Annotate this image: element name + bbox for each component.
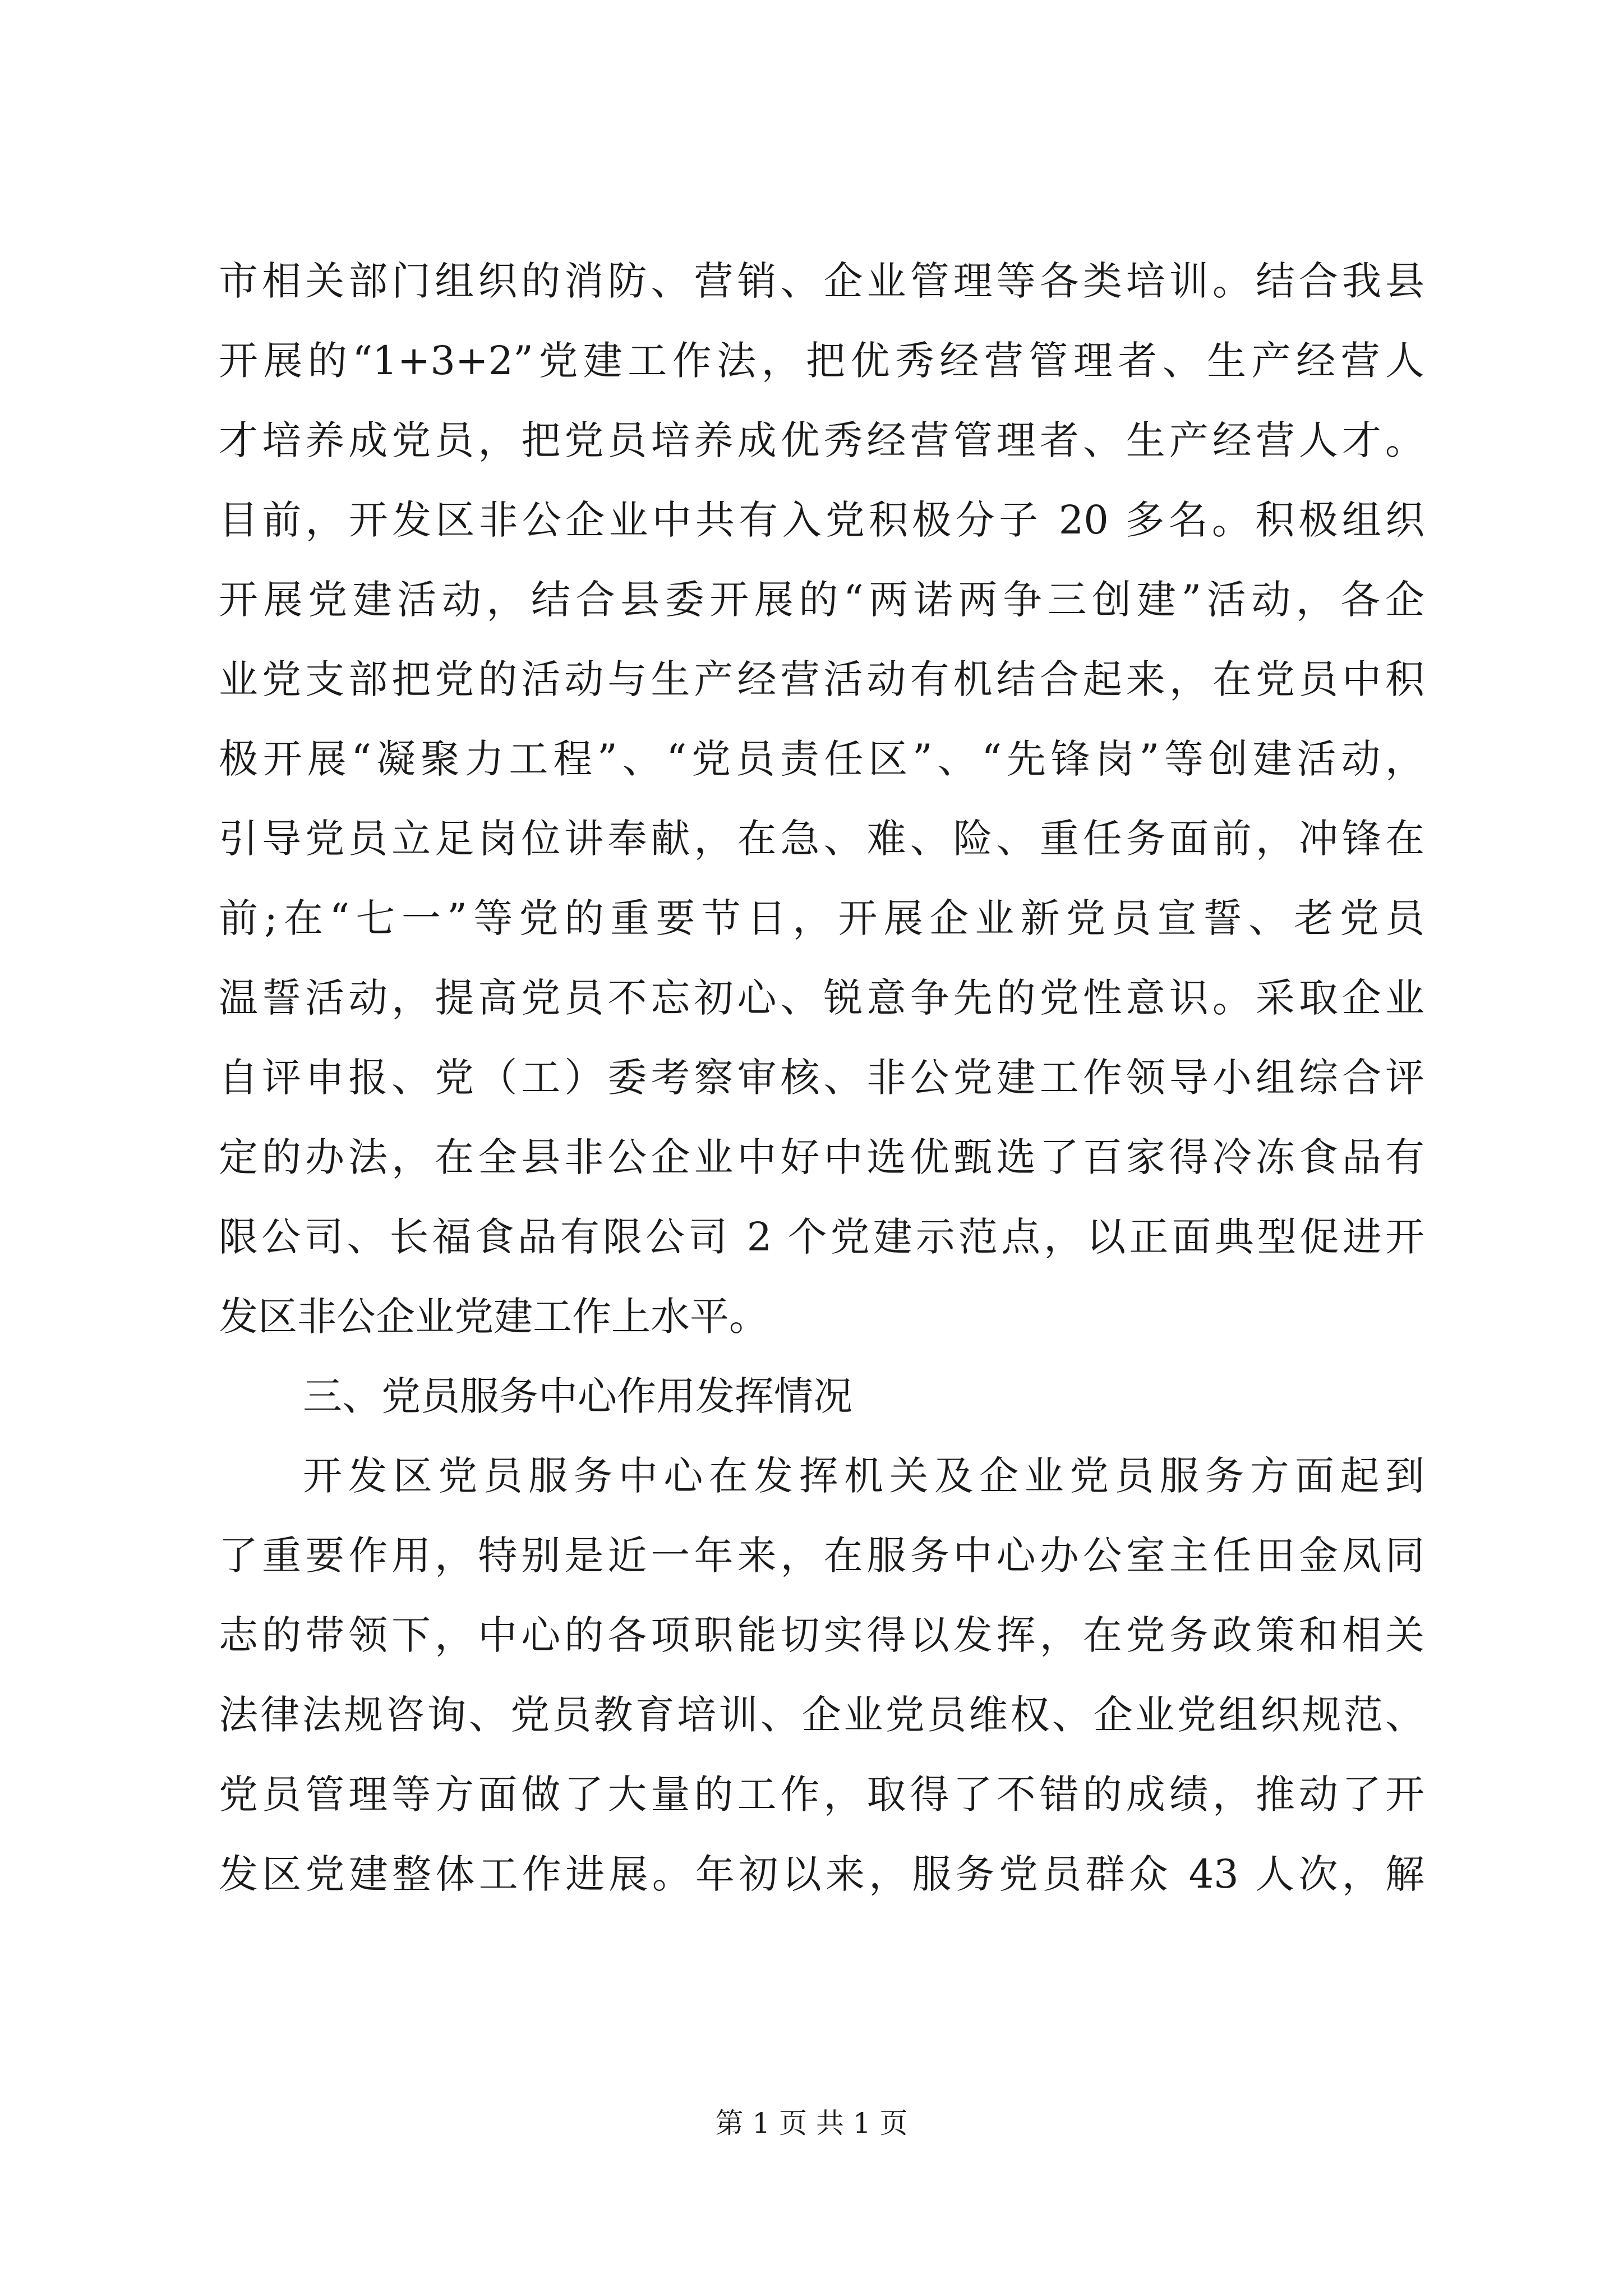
text-line: 引导党员立足岗位讲奉献，在急、难、险、重任务面前，冲锋在 [219, 816, 1424, 862]
page-footer [0, 2101, 1623, 2141]
text-line: 发区非公企业党建工作上水平。 [219, 1294, 768, 1340]
text-line: 开展的“1+3+2”党建工作法，把优秀经营管理者、生产经营人 [219, 338, 1424, 384]
text-line: 开发区党员服务中心在发挥机关及企业党员服务方面起到 [303, 1453, 1424, 1499]
document-body [219, 241, 1424, 1914]
text-line: 前;在“七一”等党的重要节日，开展企业新党员宣誓、老党员 [219, 895, 1424, 941]
text-line: 了重要作用，特别是近一年来，在服务中心办公室主任田金凤同 [219, 1533, 1424, 1579]
text-line: 自评申报、党（工）委考察审核、非公党建工作领导小组综合评 [219, 1055, 1424, 1101]
text-line: 温誓活动，提高党员不忘初心、锐意争先的党性意识。采取企业 [219, 975, 1424, 1021]
text-line: 市相关部门组织的消防、营销、企业管理等各类培训。结合我县 [219, 258, 1424, 304]
text-line: 限公司、长福食品有限公司 2 个党建示范点，以正面典型促进开 [219, 1214, 1424, 1260]
text-line: 发区党建整体工作进展。年初以来，服务党员群众 43 人次，解 [219, 1851, 1424, 1897]
text-line: 才培养成党员，把党员培养成优秀经营管理者、生产经营人才。 [219, 417, 1424, 463]
text-line: 业党支部把党的活动与生产经营活动有机结合起来，在党员中积 [219, 656, 1424, 702]
text-line: 法律法规咨询、党员教育培训、企业党员维权、企业党组织规范、 [219, 1692, 1424, 1738]
page-number: 第 1 页 共 1 页 [715, 2107, 908, 2139]
text-line: 定的办法，在全县非公企业中好中选优甄选了百家得冷冻食品有 [219, 1134, 1424, 1180]
section-heading: 三、党员服务中心作用发挥情况 [303, 1373, 852, 1419]
text-line: 极开展“凝聚力工程”、“党员责任区”、“先锋岗”等创建活动， [219, 736, 1424, 782]
text-line: 开展党建活动，结合县委开展的“两诺两争三创建”活动，各企 [219, 577, 1424, 623]
text-line: 目前，开发区非公企业中共有入党积极分子 20 多名。积极组织 [219, 497, 1424, 543]
text-line: 党员管理等方面做了大量的工作，取得了不错的成绩，推动了开 [219, 1772, 1424, 1818]
text-line: 志的带领下，中心的各项职能切实得以发挥，在党务政策和相关 [219, 1612, 1424, 1658]
